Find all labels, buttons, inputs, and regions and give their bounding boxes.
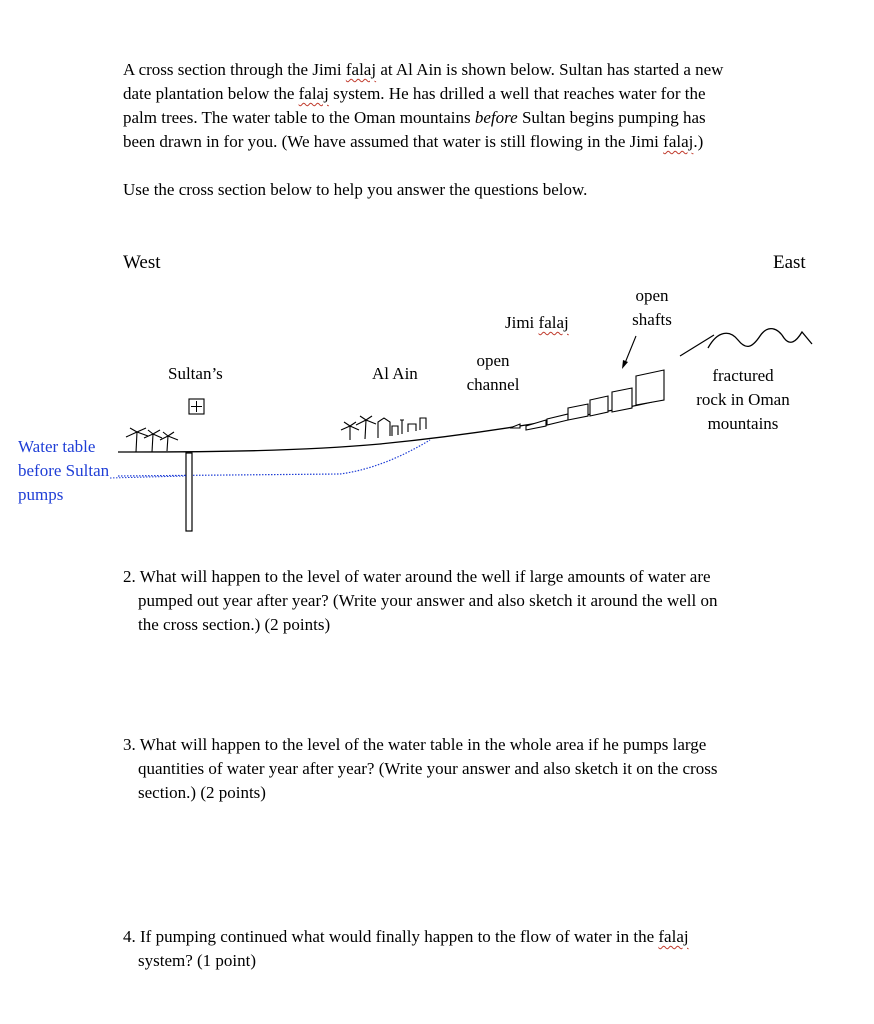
well-shaft (186, 453, 192, 531)
intro-line-2: date plantation below the falaj system. He has drilled a well that reaches water for the (123, 84, 706, 103)
fractured-rock-label: fractured rock in Oman mountains (696, 366, 790, 433)
falaj-word: falaj (663, 132, 694, 151)
open-shafts-boxes (547, 370, 664, 425)
palm-trees-icon (126, 428, 178, 452)
water-table-line (118, 440, 430, 476)
west-label: West (123, 252, 161, 273)
before-emphasis: before (474, 108, 518, 127)
sultans-label: Sultan’s (168, 364, 223, 383)
al-ain-label: Al Ain (372, 364, 418, 383)
falaj-word: falaj (345, 60, 377, 79)
shaft-arrow (622, 336, 636, 369)
instruction-text: Use the cross section below to help you answer the questions below. (123, 180, 588, 199)
question-3: 3. What will happen to the level of the water table in the whole area if he pumps large quantities of water year after year? (Write your answer and also sketch it on the cross section.) (2 points) (123, 735, 718, 802)
intro-line-3: palm trees. The water table to the Oman mountains before Sultan begins pumping has (123, 108, 706, 127)
question-2: 2. What will happen to the level of water around the well if large amounts of water are pumped out year after year? (Write your answer and also sketch it around the well on the cross section.) (2 points) (123, 567, 718, 634)
open-channel-label: open channel (466, 351, 520, 394)
intro-line-1: A cross section through the Jimi falaj at Al Ain is shown below. Sultan has started a new (123, 60, 724, 79)
sultans-house-icon (189, 399, 204, 414)
water-table-label: Water table before Sultan pumps (18, 437, 110, 504)
falaj-word: falaj (658, 927, 689, 946)
jimi-falaj-label: Jimi falaj (505, 313, 569, 332)
question-4: 4. If pumping continued what would finally happen to the flow of water in the falaj system? (1 point) (123, 927, 689, 970)
open-shafts-label: open shafts (632, 286, 672, 329)
intro-line-4: been drawn in for you. (We have assumed that water is still flowing in the Jimi falaj.) (123, 132, 704, 151)
al-ain-town-icon (341, 416, 426, 440)
mountain-squiggle (708, 329, 812, 348)
east-label: East (773, 252, 806, 273)
open-channel-shapes (510, 420, 546, 430)
falaj-word: falaj (298, 84, 329, 103)
